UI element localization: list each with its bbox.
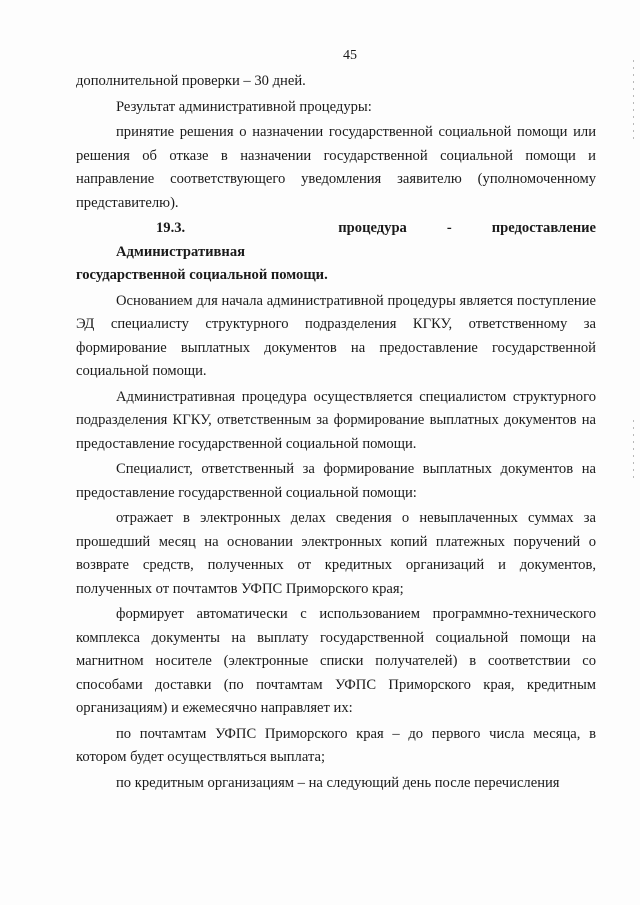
heading-part-procedure: процедура [338, 220, 407, 236]
document-body [76, 70, 596, 797]
heading-part-provision: предоставление [491, 220, 596, 236]
heading-line-2: государственной социальной помощи. [76, 267, 328, 283]
paragraph-result-label: Результат административной процедуры: [116, 98, 372, 115]
paragraph-forms: формирует автоматически с использованием программно-технического комплекса документы на выплату государственной социальной помощи на магнитном носителе (электронные списки получателей) в соответствии со способами доставки (по почтамтам УФПС Приморского края, кредитным организациям) и ежемесячно направляет их: [76, 606, 596, 716]
heading-part-dash: - [446, 220, 452, 236]
paragraph-result-text: принятие решения о назначении государственной социальной помощи или решения об отказе в назначении государственной социальной помощи и направление соответствующего уведомления заявителю (уполномоченному представителю). [76, 124, 596, 211]
paragraph-specialist: Специалист, ответственный за формирование выплатных документов на предоставление государственной социальной помощи: [76, 461, 596, 501]
scan-edge-mark [633, 60, 634, 140]
page-number: 45 [343, 48, 357, 63]
paragraph-credit-orgs: по кредитным организациям – на следующий день после перечисления [116, 774, 560, 791]
section-heading [76, 217, 596, 290]
paragraph-basis: Основанием для начала административной процедуры является поступление ЭД специалисту структурного подразделения КГКУ, ответственному за формирование выплатных документов на предоставление государственной социальной помощи. [76, 292, 596, 379]
paragraph-reflects: отражает в электронных делах сведения о невыплаченных суммах за прошедший месяц на основании электронных копий платежных поручений о возврате средств, полученных от кредитных организаций и документов, полученных от почтамтов УФПС Приморского края; [76, 510, 596, 597]
paragraph-continuation: дополнительной проверки – 30 дней. [76, 73, 306, 89]
scan-edge-mark [633, 420, 634, 480]
heading-part-number: 19.3. Административная [116, 220, 246, 260]
paragraph-post-offices: по почтамтам УФПС Приморского края – до первого числа месяца, в котором будет осуществляться выплата; [76, 725, 596, 765]
paragraph-executor: Административная процедура осуществляется специалистом структурного подразделения КГКУ, ответственным за формирование выплатных документов на предоставление государственной социальной помощи. [76, 388, 596, 452]
